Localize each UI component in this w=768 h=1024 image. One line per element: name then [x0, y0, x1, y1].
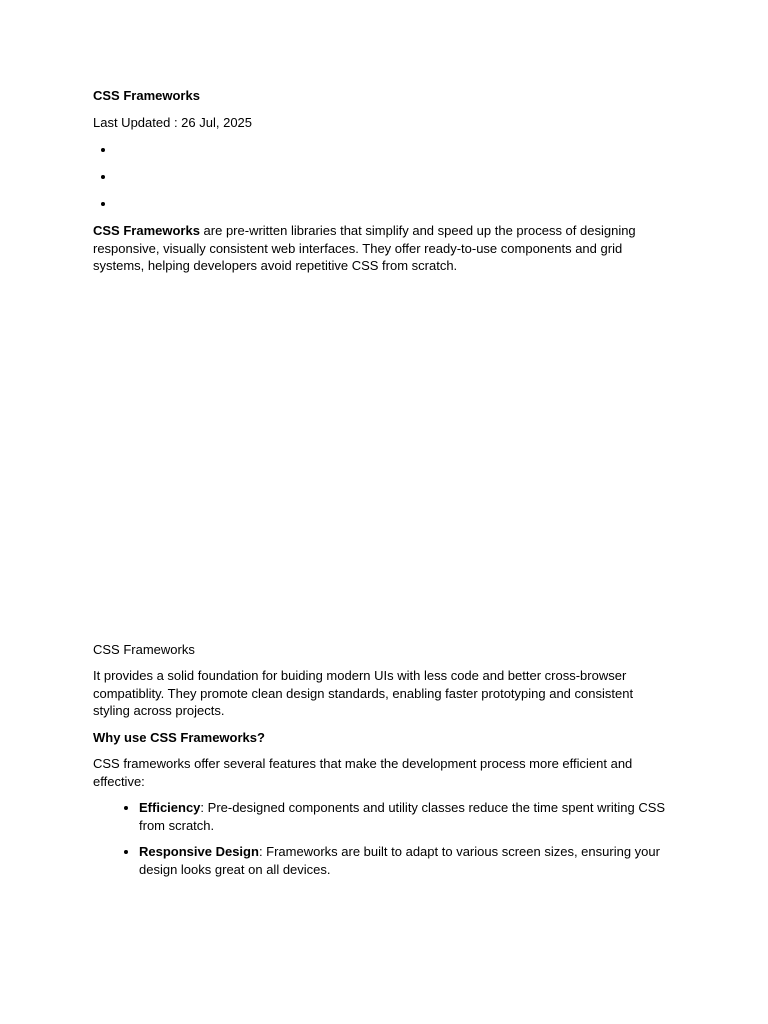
- list-item: [139, 843, 673, 878]
- list-item: [139, 799, 673, 834]
- intro-text: are pre-written libraries that simplify and speed up the process of designing responsive, visually consistent web interfaces. They offer ready-to-use components and grid systems, helping developers avoid repetitive CSS from scratch.: [93, 223, 636, 273]
- feature-list: [93, 799, 673, 878]
- section-intro: CSS frameworks offer several features that make the development process more efficient and effective:: [93, 756, 633, 789]
- section-heading: Why use CSS Frameworks?: [93, 729, 265, 745]
- article-title: CSS Frameworks: [93, 88, 200, 103]
- foundation-paragraph: It provides a solid foundation for buiding modern UIs with less code and better cross-browser compatiblity. They promote clean design standards, enabling faster prototyping and consistent styling across projects.: [93, 668, 634, 718]
- feature-description: : Frameworks are built to adapt to various screen sizes, ensuring your design looks great on all devices.: [139, 844, 660, 877]
- image-caption: CSS Frameworks: [93, 641, 195, 657]
- intro-term: CSS Frameworks: [93, 223, 200, 238]
- article-image: [93, 275, 673, 641]
- intro-paragraph: [93, 222, 673, 275]
- feature-term: Responsive Design: [139, 844, 259, 859]
- feature-term: Efficiency: [139, 800, 201, 815]
- feature-description: : Pre-designed components and utility classes reduce the time spent writing CSS from scratch.: [139, 800, 666, 833]
- empty-bullet-list: [93, 141, 673, 222]
- last-updated: Last Updated : 26 Jul, 2025: [93, 114, 253, 130]
- list-item: [116, 168, 673, 195]
- article: [93, 87, 673, 887]
- list-item: [116, 195, 673, 222]
- list-item: [116, 141, 673, 168]
